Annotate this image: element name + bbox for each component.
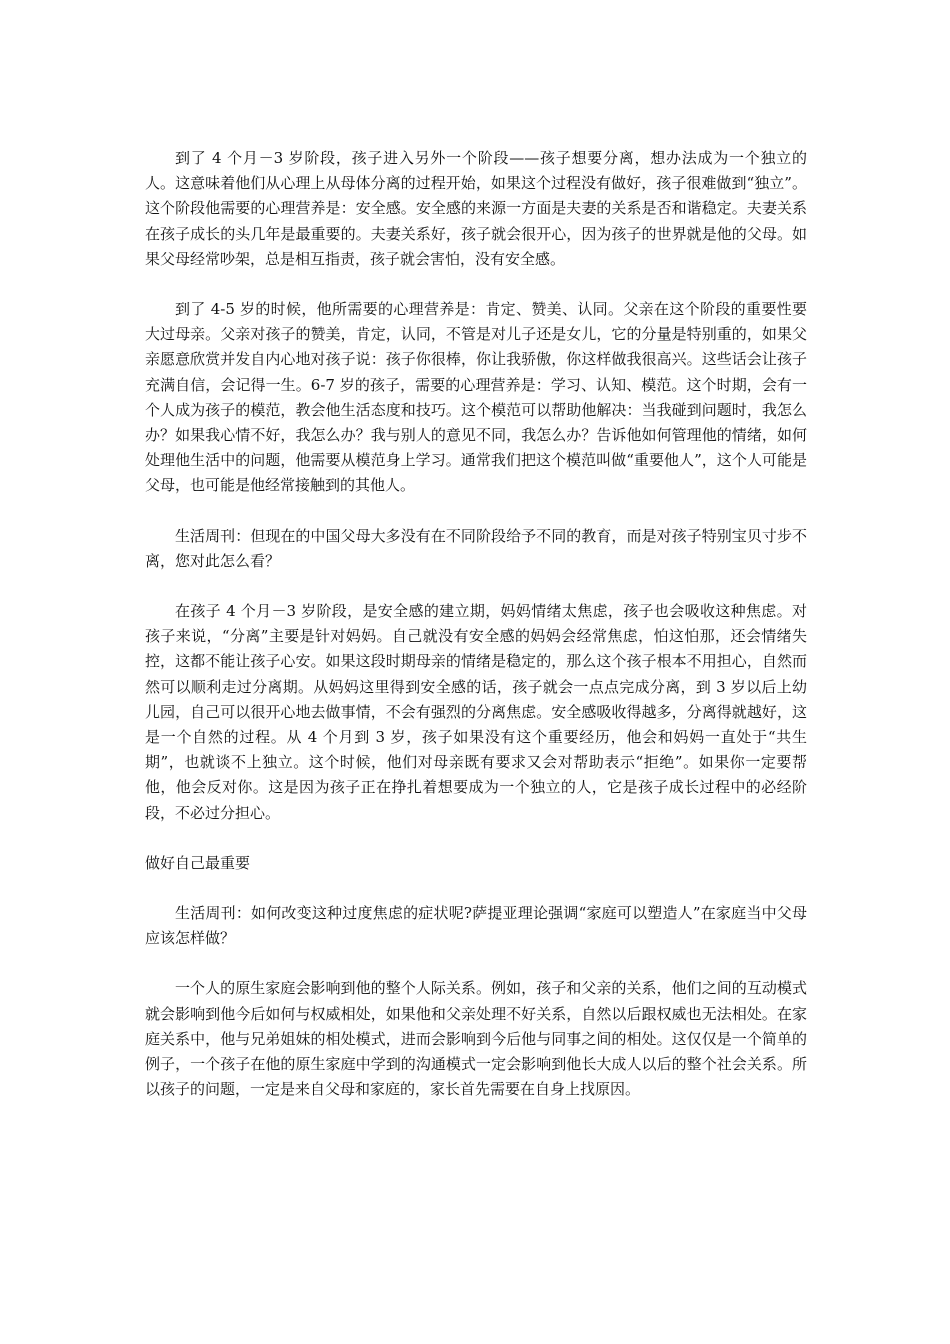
paragraph-stage-4-months-3-years: 到了 4 个月－3 岁阶段，孩子进入另外一个阶段——孩子想要分离，想办法成为一个独立的人。这意味着他们从心理上从母体分离的过程开始，如果这个过程没有做好，孩子很难做到“独立”。这个阶段他需要的心理营养是：安全感。安全感的来源一方面是夫妻的关系是否和谐稳定。夫妻关系在孩子成长的头几年是最重要的。夫妻关系好，孩子就会很开心，因为孩子的世界就是他的父母。如果父母经常吵架，总是相互指责，孩子就会害怕，没有安全感。 — [145, 149, 807, 268]
paragraph-answer-family: 一个人的原生家庭会影响到他的整个人际关系。例如，孩子和父亲的关系，他们之间的互动模式就会影响到他今后如何与权威相处，如果他和父亲处理不好关系，自然以后跟权威也无法相处。在家庭关系中，他与兄弟姐妹的相处模式，进而会影响到今后他与同事之间的相处。这仅仅是一个简单的例子，一个孩子在他的原生家庭中学到的沟通模式一定会影响到他长大成人以后的整个社会关系。所以孩子的问题，一定是来自父母和家庭的，家长首先需要在自身上找原因。 — [145, 979, 807, 1099]
document-page — [145, 146, 807, 1128]
paragraph-interview-question-2: 生活周刊：如何改变这种过度焦虑的症状呢?萨提亚理论强调“家庭可以塑造人”在家庭当中父母应该怎样做？ — [145, 904, 807, 948]
paragraph-answer-separation: 在孩子 4 个月－3 岁阶段，是安全感的建立期，妈妈情绪太焦虑，孩子也会吸收这种焦虑。对孩子来说，“分离”主要是针对妈妈。自己就没有安全感的妈妈会经常焦虑，怕这怕那，还会情绪失控，这都不能让孩子心安。如果这段时期母亲的情绪是稳定的，那么这个孩子根本不用担心，自然而然可以顺利走过分离期。从妈妈这里得到安全感的话，孩子就会一点点完成分离，到 3 岁以后上幼儿园，自己可以很开心地去做事情，不会有强烈的分离焦虑。安全感吸收得越多，分离得就越好，这是一个自然的过程。从 4 个月到 3 岁，孩子如果没有这个重要经历，他会和妈妈一直处于“共生期”，也就谈不上独立。这个时候，他们对母亲既有要求又会对帮助表示“拒绝”。如果你一定要帮他，他会反对你。这是因为孩子正在挣扎着想要成为一个独立的人，它是孩子成长过程中的必经阶段，不必过分担心。 — [145, 602, 807, 822]
section-heading: 做好自己最重要 — [145, 853, 251, 872]
paragraph-stage-4-7-years: 到了 4-5 岁的时候，他所需要的心理营养是：肯定、赞美、认同。父亲在这个阶段的重要性要大过母亲。父亲对孩子的赞美，肯定，认同，不管是对儿子还是女儿，它的分量是特别重的，如果父亲愿意欣赏并发自内心地对孩子说：孩子你很棒，你让我骄傲，你这样做我很高兴。这些话会让孩子充满自信，会记得一生。6-7 岁的孩子，需要的心理营养是：学习、认知、模范。这个时期，会有一个人成为孩子的模范，教会他生活态度和技巧。这个模范可以帮助他解决：当我碰到问题时，我怎么办？如果我心情不好，我怎么办？我与别人的意见不同，我怎么办？告诉他如何管理他的情绪，如何处理他生活中的问题，他需要从模范身上学习。通常我们把这个模范叫做“重要他人”，这个人可能是父母，也可能是他经常接触到的其他人。 — [145, 300, 807, 495]
paragraph-interview-question-1: 生活周刊：但现在的中国父母大多没有在不同阶段给予不同的教育，而是对孩子特别宝贝寸步不离，您对此怎么看？ — [145, 526, 807, 570]
